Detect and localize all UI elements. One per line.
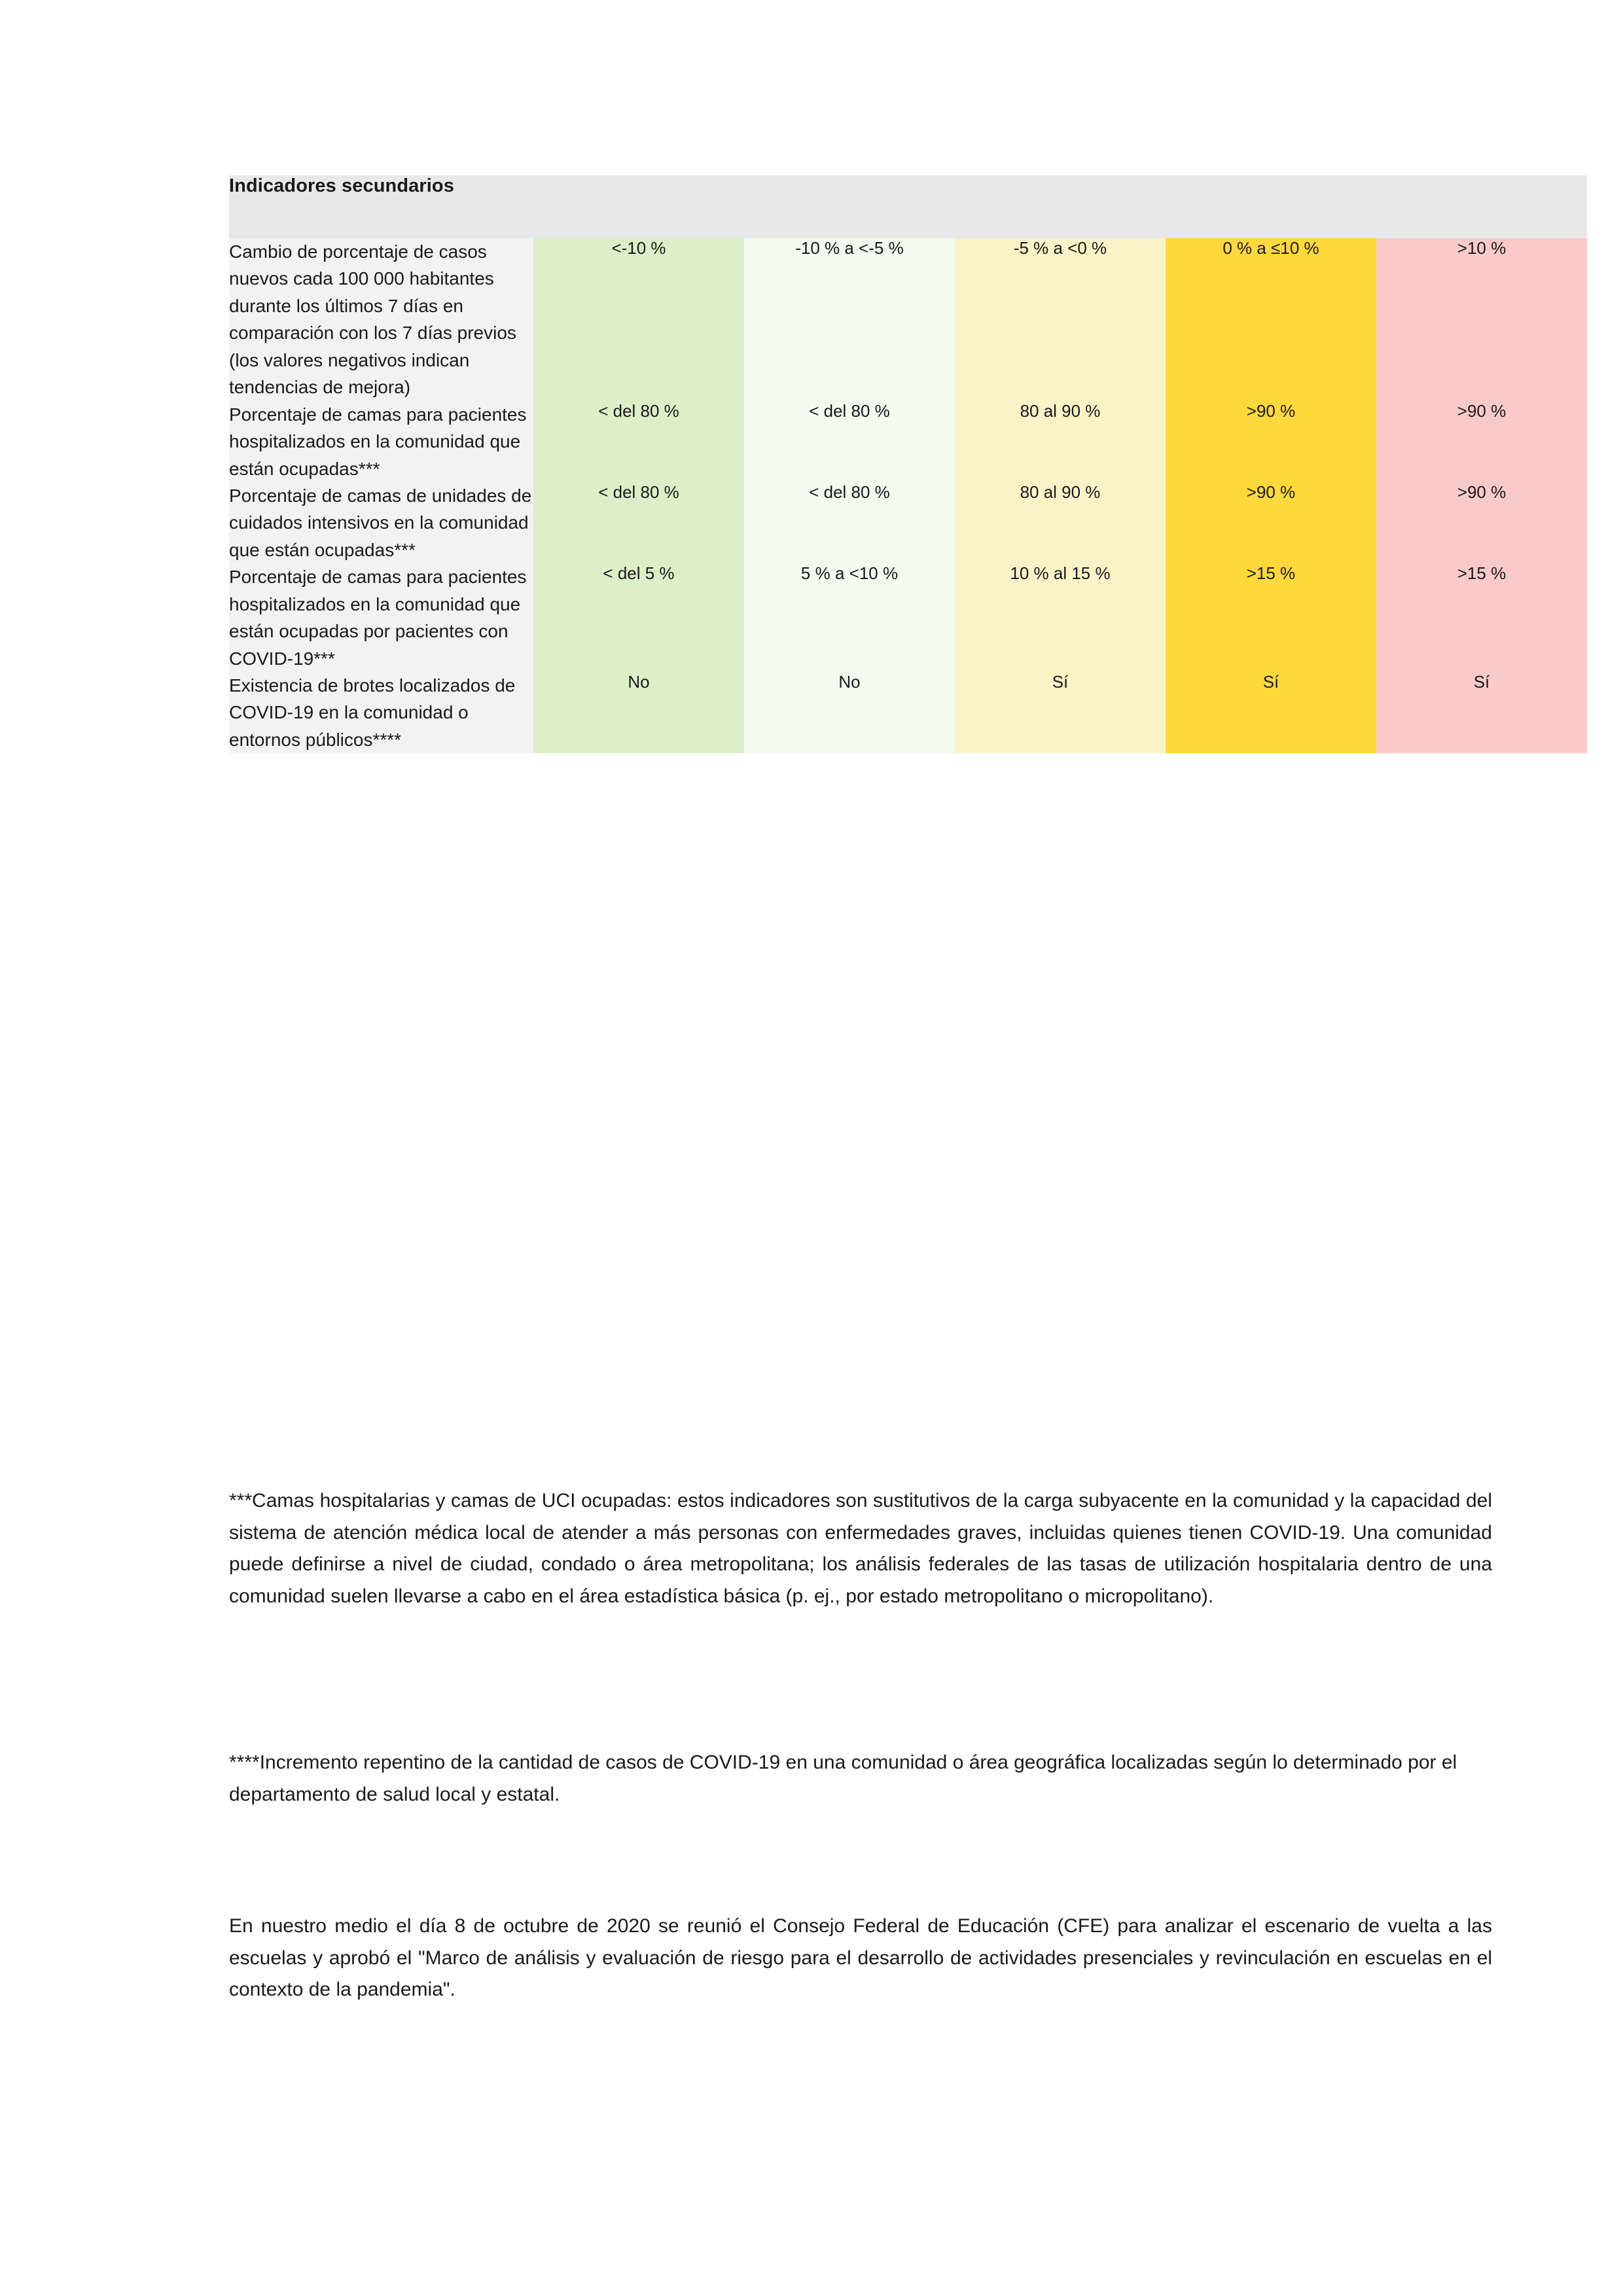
row-value: >90 % — [1166, 401, 1376, 482]
row-value: >10 % — [1376, 238, 1587, 401]
table-row — [229, 238, 1587, 401]
row-value: Sí — [955, 672, 1166, 753]
row-value: -10 % a <-5 % — [744, 238, 955, 401]
row-value: >90 % — [1166, 482, 1376, 563]
table-row — [229, 482, 1587, 563]
cfe-paragraph: En nuestro medio el día 8 de octubre de 2020 se reunió el Consejo Federal de Educación (CFE) para analizar el escenario de vuelta a las escuelas y aprobó el "Marco de análisis y evaluación de riesgo para el desarrollo de actividades presenciales y revinculación en escuelas en el contexto de la pandemia". — [229, 1915, 1492, 2001]
table-header-row — [229, 175, 1587, 238]
row-label: Porcentaje de camas de unidades de cuidados intensivos en la comunidad que están ocupadas*** — [229, 482, 533, 563]
row-value: 80 al 90 % — [955, 401, 1166, 482]
table-title: Indicadores secundarios — [229, 175, 1587, 238]
row-value: Sí — [1376, 672, 1587, 753]
indicators-table — [229, 175, 1587, 753]
row-value: 5 % a <10 % — [744, 563, 955, 672]
row-value: <-10 % — [533, 238, 744, 401]
row-label: Porcentaje de camas para pacientes hospitalizados en la comunidad que están ocupadas por pacientes con COVID-19*** — [229, 563, 533, 672]
row-value: 80 al 90 % — [955, 482, 1166, 563]
row-value: < del 80 % — [744, 401, 955, 482]
row-value: 10 % al 15 % — [955, 563, 1166, 672]
footnote-three: ***Camas hospitalarias y camas de UCI ocupadas: estos indicadores son sustitutivos de la carga subyacente en la comunidad y la capacidad del sistema de atención médica local de atender a más personas con enfermedades graves, incluidas quienes tienen COVID-19. Una comunidad puede definirse a nivel de ciudad, condado o área metropolitana; los análisis federales de las tasas de utilización hospitalaria dentro de una comunidad suelen llevarse a cabo en el área estadística básica (p. ej., por estado metropolitano o micropolitano). — [229, 1490, 1492, 1607]
row-value: < del 80 % — [744, 482, 955, 563]
row-value: -5 % a <0 % — [955, 238, 1166, 401]
row-value: < del 5 % — [533, 563, 744, 672]
row-value: No — [744, 672, 955, 753]
row-label: Porcentaje de camas para pacientes hospitalizados en la comunidad que están ocupadas*** — [229, 401, 533, 482]
table-row — [229, 672, 1587, 753]
row-label: Cambio de porcentaje de casos nuevos cada 100 000 habitantes durante los últimos 7 días en comparación con los 7 días previos (los valores negativos indican tendencias de mejora) — [229, 238, 533, 401]
row-value: >90 % — [1376, 401, 1587, 482]
table-row — [229, 401, 1587, 482]
row-label: Existencia de brotes localizados de COVID-19 en la comunidad o entornos públicos**** — [229, 672, 533, 753]
row-value: >15 % — [1166, 563, 1376, 672]
row-value: No — [533, 672, 744, 753]
row-value: < del 80 % — [533, 401, 744, 482]
row-value: Sí — [1166, 672, 1376, 753]
indicators-table-container — [229, 175, 1507, 753]
row-value: >90 % — [1376, 482, 1587, 563]
row-value: >15 % — [1376, 563, 1587, 672]
footnote-four: ****Incremento repentino de la cantidad de casos de COVID-19 en una comunidad o área geográfica localizadas según lo determinado por el departamento de salud local y estatal. — [229, 1752, 1457, 1805]
row-value: 0 % a ≤10 % — [1166, 238, 1376, 401]
row-value: < del 80 % — [533, 482, 744, 563]
table-row — [229, 563, 1587, 672]
